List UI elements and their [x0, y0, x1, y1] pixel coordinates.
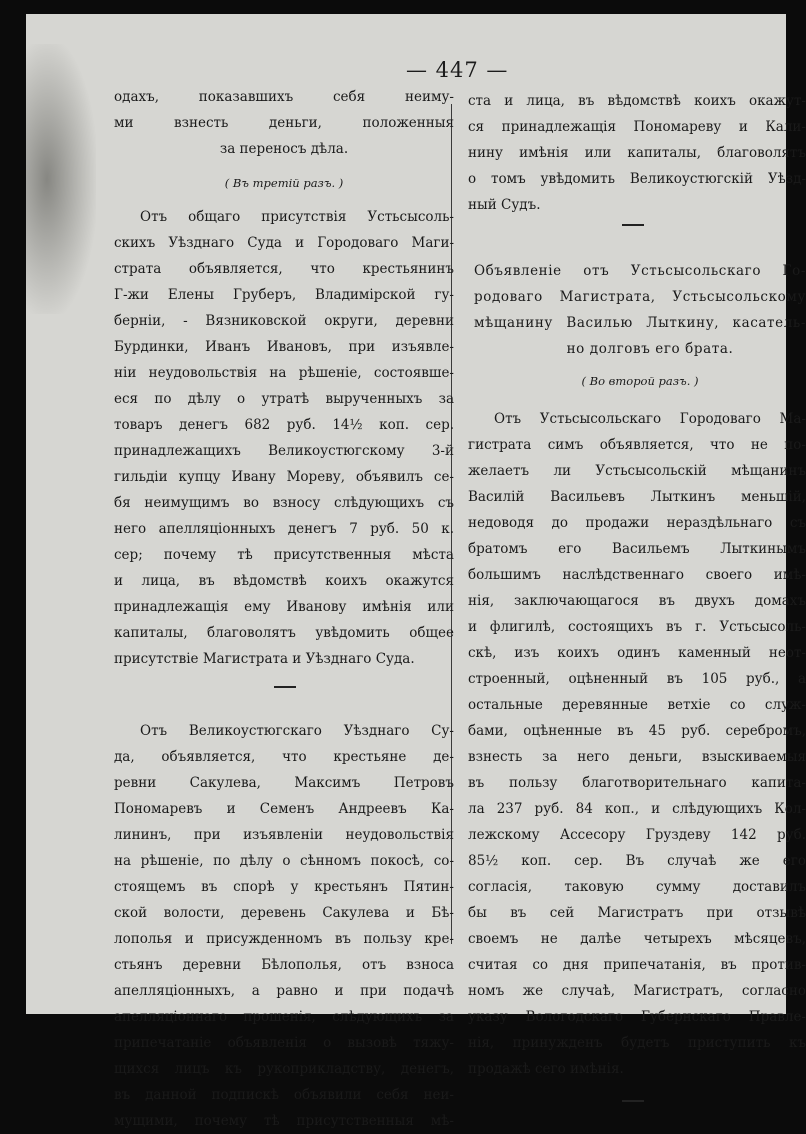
- text-line: считая со дня припечатанiя, въ против-: [468, 957, 806, 973]
- document-page: [26, 14, 806, 1129]
- text-line: гистрата симъ объявляется, что не по-: [468, 437, 806, 453]
- text-line: припечатанiе объявленiя о вызовѣ тяжу-: [114, 1035, 454, 1051]
- announcement-title-line: Объявленiе отъ Устьсысольскаго Го-: [474, 263, 806, 279]
- text-line: продажѣ сего имѣнiя.: [468, 1061, 624, 1077]
- text-line: апелляцiонныхъ, а равно и при подачѣ: [114, 983, 454, 999]
- text-line: нину имѣнiя или капиталы, благоволятъ: [468, 145, 806, 161]
- announcement-title-line: мѣщанину Василью Лыткину, касатель-: [474, 315, 806, 331]
- section-separator: [622, 1100, 644, 1102]
- text-line: большимъ наслѣдственнаго своего имѣ-: [468, 567, 806, 583]
- page-stain: [26, 44, 96, 314]
- text-line: строенный, оцѣненный въ 105 руб., а: [468, 671, 806, 687]
- text-line: за переносъ дѣла.: [219, 141, 349, 157]
- text-line: принадлежащихъ Великоустюгскому 3-й: [114, 443, 454, 459]
- text-line: ся принадлежащiя Пономареву и Кали-: [468, 119, 806, 135]
- text-line: Пономаревъ и Семенъ Андреевъ Ка-: [114, 801, 454, 817]
- edition-note: ( Во второй разъ. ): [581, 374, 699, 388]
- text-line: принадлежащiя ему Иванову имѣнiя или: [114, 599, 454, 615]
- text-line: еся по дѣлу о утратѣ вырученныхъ за: [114, 391, 454, 407]
- text-line: да, объявляется, что крестьяне де-: [114, 749, 454, 765]
- text-line: стоящемъ въ спорѣ у крестьянъ Пятин-: [114, 879, 454, 895]
- text-line: нiи неудовольствiя на рѣшенiе, состоявше-: [114, 365, 454, 381]
- text-line: Отъ Великоустюгскаго Уѣзднаго Су-: [140, 723, 454, 739]
- text-line: товаръ денегъ 682 руб. 14½ коп. сер.: [114, 417, 454, 433]
- text-line: братомъ его Васильемъ Лыткинымъ: [468, 541, 806, 557]
- text-line: него апелляцiонныхъ денегъ 7 руб. 50 к.: [114, 521, 454, 537]
- text-line: на рѣшенiе, по дѣлу о сѣнномъ покосѣ, со-: [114, 853, 454, 869]
- announcement-title-line: но долговъ его брата.: [566, 341, 734, 357]
- text-line: ла 237 руб. 84 коп., и слѣдующихъ Кол-: [468, 801, 806, 817]
- text-line: щихся лицъ къ рукоприкладству, денегъ,: [114, 1061, 454, 1077]
- text-line: стьянъ деревни Бѣлополья, отъ взноса: [114, 957, 454, 973]
- announcement-title-line: родоваго Магистрата, Устьсысольскому: [474, 289, 806, 305]
- text-line: Отъ общаго присутствiя Устьсысоль-: [140, 209, 454, 225]
- edition-note: ( Въ третiй разъ. ): [224, 176, 344, 190]
- page-number: — 447 —: [406, 58, 509, 82]
- text-line: скѣ, изъ коихъ одинъ каменный неот-: [468, 645, 806, 661]
- text-line: лежскому Ассесору Груздеву 142 руб.: [468, 827, 806, 843]
- text-line: скихъ Уѣзднаго Суда и Городоваго Маги-: [114, 235, 454, 251]
- text-line: лининъ, при изъявленiи неудовольствiя: [114, 827, 454, 843]
- text-line: мущими, почему тѣ присутственныя мѣ-: [114, 1113, 454, 1129]
- text-line: Бурдинки, Иванъ Ивановъ, при изъявле-: [114, 339, 454, 355]
- text-line: лополья и присужденномъ въ пользу кре-: [114, 931, 454, 947]
- text-line: одахъ, показавшихъ себя неиму-: [114, 89, 454, 105]
- text-line: апелляцiоннаго прошенiя, слѣдующихъ за: [114, 1009, 454, 1025]
- text-line: остальные деревянные ветхiе со служ-: [468, 697, 806, 713]
- text-line: Отъ Устьсысольскаго Городоваго Ма-: [494, 411, 806, 427]
- section-separator: [622, 224, 644, 226]
- text-line: о томъ увѣдомить Великоустюгскiй Уѣзд-: [468, 171, 806, 187]
- text-line: въ пользу благотворительнаго капита-: [468, 775, 806, 791]
- text-line: капиталы, благоволятъ увѣдомить общее: [114, 625, 454, 641]
- text-line: сер; почему тѣ присутственныя мѣста: [114, 547, 454, 563]
- text-line: указу Вологодскаго Губернскаго Правле-: [468, 1009, 806, 1025]
- text-line: Василiй Васильевъ Лыткинъ меньшiй,: [468, 489, 806, 505]
- text-line: желаетъ ли Устьсысольскiй мѣщанинъ: [468, 463, 806, 479]
- text-line: взнесть за него деньги, взыскиваемыя: [468, 749, 806, 765]
- text-line: ми взнесть деньги, положенныя: [114, 115, 454, 131]
- text-line: номъ же случаѣ, Магистратъ, согласно: [468, 983, 806, 999]
- text-line: ской волости, деревень Сакулева и Бѣ-: [114, 905, 454, 921]
- text-line: гильдiи купцу Ивану Мореву, объявилъ се-: [114, 469, 454, 485]
- text-line: бы въ сей Магистратъ при отзывѣ: [468, 905, 806, 921]
- text-line: своемъ не далѣе четырехъ мѣсяцевъ,: [468, 931, 806, 947]
- text-line: ревни Сакулева, Максимъ Петровъ: [114, 775, 454, 791]
- text-line: нiя, заключающагося въ двухъ домахъ: [468, 593, 806, 609]
- text-line: страта объявляется, что крестьянинъ: [114, 261, 454, 277]
- text-line: ста и лица, въ вѣдомствѣ коихъ окажут-: [468, 93, 806, 109]
- text-line: бами, оцѣненные въ 45 руб. серебромъ,: [468, 723, 806, 739]
- text-line: и флигилѣ, состоящихъ въ г. Устьсысоль-: [468, 619, 806, 635]
- section-separator: [274, 686, 296, 688]
- text-line: согласiя, таковую сумму доставилъ: [468, 879, 806, 895]
- text-line: нiя, принужденъ будетъ приступить къ: [468, 1035, 806, 1051]
- text-line: бернiи, - Вязниковской округи, деревни: [114, 313, 454, 329]
- text-line: въ данной подпискѣ объявили себя неи-: [114, 1087, 454, 1103]
- text-line: присутствiе Магистрата и Уѣзднаго Суда.: [114, 651, 415, 667]
- text-line: и лица, въ вѣдомствѣ коихъ окажутся: [114, 573, 454, 589]
- text-line: недоводя до продажи нераздѣльнаго съ: [468, 515, 806, 531]
- text-line: Г-жи Елены Груберъ, Владимiрской гу-: [114, 287, 454, 303]
- text-line: ный Судъ.: [468, 197, 541, 213]
- text-line: бя неимущимъ во взносу слѣдующихъ съ: [114, 495, 454, 511]
- text-line: 85½ коп. сер. Въ случаѣ же его: [468, 853, 806, 869]
